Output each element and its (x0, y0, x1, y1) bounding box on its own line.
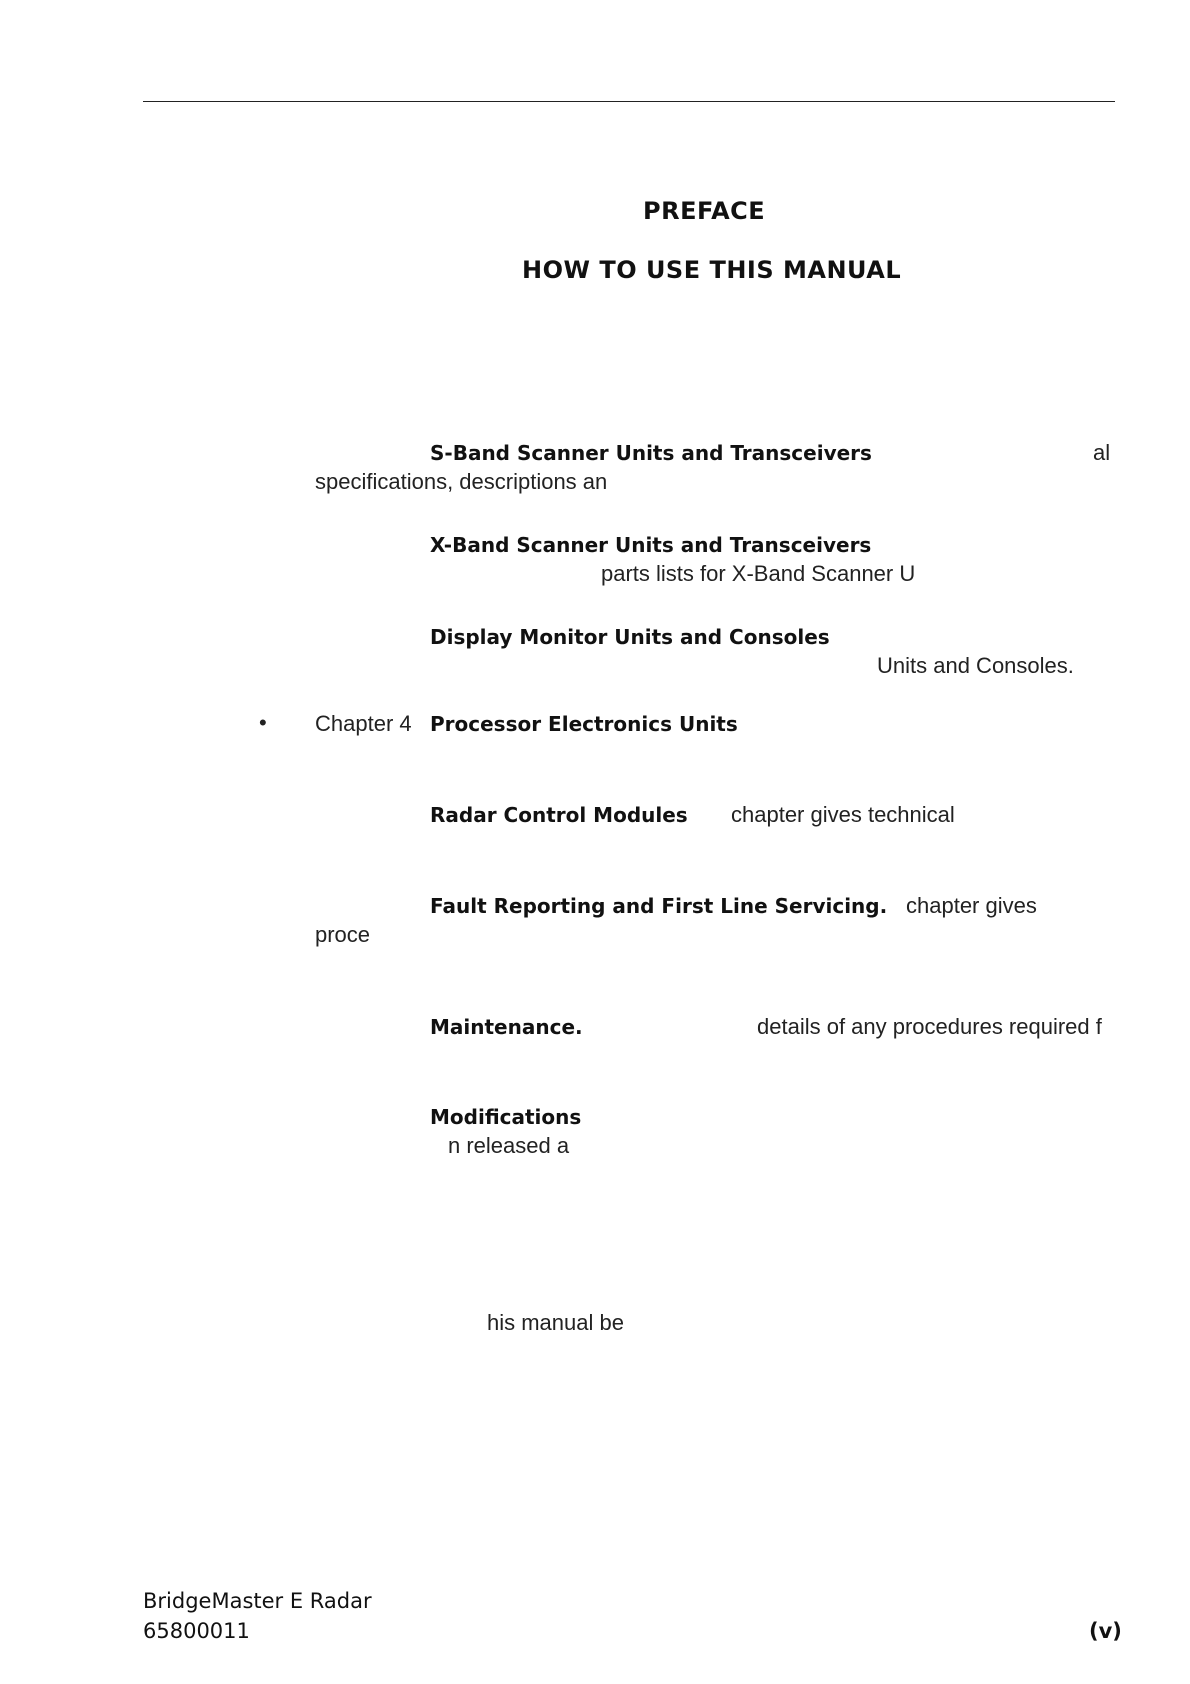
x-band-title: X-Band Scanner Units and Transceivers (430, 533, 872, 557)
page-title: HOW TO USE THIS MANUAL (522, 256, 902, 284)
s-band-tail-text: al (1093, 440, 1111, 465)
x-band-line2: parts lists for X-Band Scanner U (601, 561, 916, 586)
manual-text: his manual be (487, 1310, 624, 1335)
s-band-line2: specifications, descriptions an (315, 469, 608, 494)
rcm-title: Radar Control Modules (430, 803, 688, 827)
maintenance-title: Maintenance. (430, 1015, 583, 1039)
modifications-line2: n released a (448, 1133, 570, 1158)
chapter4-title: Processor Electronics Units (430, 712, 738, 736)
bullet: • (259, 710, 267, 735)
chapter4-label: Chapter 4 (315, 711, 412, 736)
fault-title: Fault Reporting and First Line Servicing. (430, 894, 888, 918)
header-rule (143, 101, 1115, 102)
display-line2: Units and Consoles. (877, 653, 1074, 678)
rcm-text: chapter gives technical (731, 802, 955, 827)
s-band-title: S-Band Scanner Units and Transceivers (430, 441, 872, 465)
footer-doc-number: 65800011 (143, 1619, 250, 1643)
display-title: Display Monitor Units and Consoles (430, 625, 830, 649)
footer-product: BridgeMaster E Radar (143, 1589, 372, 1613)
fault-text: chapter gives (906, 893, 1037, 918)
page-number: (v) (1089, 1619, 1122, 1643)
maintenance-text: details of any procedures required f (757, 1014, 1102, 1039)
fault-line2: proce (315, 922, 371, 947)
modifications-title: Modifications (430, 1105, 582, 1129)
preface-heading: PREFACE (643, 197, 766, 225)
